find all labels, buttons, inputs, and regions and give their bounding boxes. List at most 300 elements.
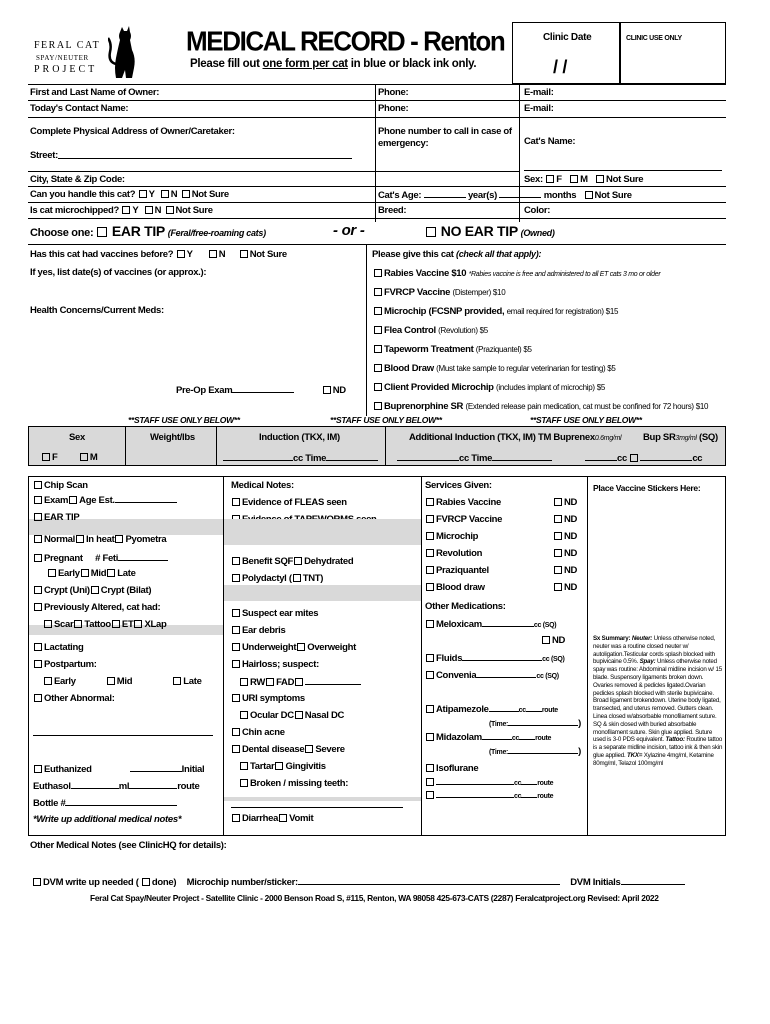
service-note: (includes implant of microchip) $5 [496, 383, 605, 392]
blank-line [462, 652, 542, 661]
exam-line [231, 642, 356, 653]
other-med-2-checkbox[interactable] [426, 791, 434, 799]
subtitle-pre: Please fill out [190, 58, 263, 70]
atipamezole-label: Atipamezole [436, 704, 489, 715]
other-med-1-cc: cc [514, 780, 522, 787]
given-nd-checkbox[interactable] [554, 515, 562, 523]
bup-sr-checkbox[interactable] [630, 454, 638, 462]
rw-checkbox[interactable] [240, 678, 248, 686]
breed-label: Breed: [378, 205, 407, 216]
bup-cc-label: cc [617, 453, 627, 464]
exam-line [553, 497, 577, 508]
buprenex-dose: 0.6mg/ml [594, 435, 622, 442]
service-checkbox[interactable] [374, 402, 382, 410]
bup-sr-row [643, 432, 718, 443]
given-label: Microchip [436, 531, 479, 542]
given-nd-checkbox[interactable] [554, 532, 562, 540]
fluids-checkbox[interactable] [426, 654, 434, 662]
meloxicam-label: Meloxicam [436, 619, 482, 630]
ml-label: ml [118, 781, 130, 792]
staff-f-checkbox[interactable] [42, 453, 50, 461]
years-label: year(s) [467, 190, 497, 201]
given-nd-checkbox[interactable] [554, 549, 562, 557]
exam-line [33, 602, 160, 613]
service-item[interactable] [373, 325, 488, 336]
clinic-date-box [512, 22, 620, 84]
preop-row [176, 384, 346, 396]
midazolam-time: (Time: [489, 749, 509, 756]
dvm-writeup-label: DVM write up needed ( [43, 877, 139, 888]
underweight-checkbox[interactable] [232, 643, 240, 651]
service-checkbox[interactable] [374, 307, 382, 315]
or-separator: - or - [333, 222, 365, 239]
service-item[interactable] [373, 401, 708, 412]
weight-label: Weight/lbs [150, 432, 195, 443]
exam-line [239, 778, 348, 789]
no-ear-tip-row [425, 223, 555, 239]
blank-line [436, 789, 514, 798]
dvm-done-checkbox[interactable] [142, 878, 150, 886]
exam-line [425, 565, 489, 576]
exam-line [33, 534, 166, 545]
blank-line [65, 797, 177, 806]
clinic-use-only-label: CLINIC USE ONLY [626, 35, 682, 42]
sx-summary [593, 635, 723, 768]
benefit-sqf-checkbox[interactable] [232, 557, 240, 565]
dental-checkbox[interactable] [232, 745, 240, 753]
given-label: FVRCP Vaccine [436, 514, 503, 525]
service-checkbox[interactable] [374, 326, 382, 334]
exam-line [231, 659, 319, 670]
induction-cc-time [223, 452, 378, 464]
nasal-dc-checkbox[interactable] [295, 711, 303, 719]
write-up-note: *Write up additional medical notes* [33, 814, 182, 825]
color-label: Color: [524, 205, 551, 216]
overweight-label: Overweight [307, 642, 356, 653]
exam-line [239, 710, 344, 721]
sx-bold-2: Tattoo: [665, 736, 685, 744]
handle-y-checkbox[interactable] [139, 190, 147, 198]
given-checkbox[interactable] [426, 549, 434, 557]
given-label: Revolution [436, 548, 483, 559]
service-checkbox[interactable] [374, 364, 382, 372]
subtitle-post: in blue or black ink only. [347, 58, 477, 70]
vomit-label: Vomit [289, 813, 314, 824]
ear-tip-note: (Feral/free-roaming cats) [167, 228, 266, 238]
service-item[interactable] [373, 268, 660, 279]
ocular-dc-checkbox[interactable] [240, 711, 248, 719]
service-name: Tapeworm Treatment [384, 344, 476, 355]
chip-y-checkbox[interactable] [122, 206, 130, 214]
sex-m-checkbox[interactable] [570, 175, 578, 183]
other-abnormal-checkbox[interactable] [34, 694, 42, 702]
meloxicam-nd-checkbox[interactable] [542, 636, 550, 644]
logo [30, 24, 140, 80]
given-nd-label: ND [564, 548, 578, 559]
service-checkbox[interactable] [374, 269, 382, 277]
cats-age-label: Cat's Age: [378, 190, 422, 201]
service-name: Microchip (FCSNP provided, [384, 306, 507, 317]
diarrhea-checkbox[interactable] [232, 814, 240, 822]
staff-label-2: **STAFF USE ONLY BELOW** [330, 415, 442, 425]
months-label: months [543, 190, 577, 201]
fluids-label: Fluids [436, 653, 463, 664]
atipamezole-route: route [541, 707, 558, 714]
age-row [378, 189, 632, 201]
services-given-label: Services Given: [425, 480, 492, 491]
blank-line [71, 780, 119, 789]
pp-mid-label: Mid [116, 676, 133, 687]
fleas-checkbox[interactable] [232, 498, 240, 506]
blank-line [305, 676, 361, 685]
exam-line [33, 494, 177, 506]
dvm-initials-label: DVM Initials [570, 877, 621, 888]
other-med-2-cc: cc [514, 793, 522, 800]
bup-cc [585, 452, 702, 464]
preop-nd-checkbox[interactable] [323, 386, 331, 394]
vaccine-dates-label: If yes, list date(s) of vaccines (or approx.): [30, 267, 207, 278]
logo-line2: SPAY/NEUTER [36, 54, 89, 62]
sx-bold-0: Neuter: [631, 635, 653, 642]
severe-checkbox[interactable] [305, 745, 313, 753]
meloxicam-nd-label: ND [552, 635, 566, 646]
chin-acne-checkbox[interactable] [232, 728, 240, 736]
service-checkbox[interactable] [374, 288, 382, 296]
in-heat-checkbox[interactable] [76, 535, 84, 543]
isoflurane-label: Isoflurane [436, 763, 479, 774]
initial-label: Initial [181, 764, 205, 775]
postpartum-checkbox[interactable] [34, 660, 42, 668]
phone2-label: Phone: [378, 103, 409, 114]
exam-line [33, 763, 204, 775]
chin-acne-label: Chin acne [242, 727, 285, 738]
vaccines-before-row [30, 249, 287, 260]
choose-row [30, 223, 266, 239]
other-abnormal-label: Other Abnormal: [44, 693, 115, 704]
atipamezole-cc: cc [518, 707, 526, 714]
chip-y-label: Y [132, 205, 139, 216]
exam-label: Exam [44, 495, 69, 506]
tartar-checkbox[interactable] [240, 762, 248, 770]
vaccines-before-label: Has this cat had vaccines before? [30, 249, 174, 260]
exam-line [231, 608, 318, 619]
given-checkbox[interactable] [426, 515, 434, 523]
blank-line [489, 703, 519, 712]
broken-teeth-checkbox[interactable] [240, 779, 248, 787]
meloxicam-cc: cc (SQ) [533, 622, 557, 629]
emergency-label: Phone number to call in case of emergency: [378, 126, 512, 149]
tnt-checkbox[interactable] [293, 574, 301, 582]
exam-line [425, 703, 558, 715]
given-nd-label: ND [564, 531, 578, 542]
previously-altered-label: Previously Altered, cat had: [44, 602, 161, 613]
address-label: Complete Physical Address of Owner/Caretaker: [30, 126, 235, 137]
late-checkbox[interactable] [107, 569, 115, 577]
et-checkbox[interactable] [112, 620, 120, 628]
exam-line [33, 585, 151, 596]
date-slashes: / / [553, 57, 568, 77]
polydactyl-checkbox[interactable] [232, 574, 240, 582]
blank-line [521, 776, 537, 785]
given-label: Rabies Vaccine [436, 497, 501, 508]
service-checkbox[interactable] [374, 383, 382, 391]
normal-label: Normal [44, 534, 75, 545]
crypt-uni-checkbox[interactable] [34, 586, 42, 594]
euthanized-checkbox[interactable] [34, 765, 42, 773]
paren: ( [286, 573, 292, 584]
vacc-not-sure-label: Not Sure [249, 249, 287, 260]
service-checkbox[interactable] [374, 345, 382, 353]
chip-scan-checkbox[interactable] [34, 481, 42, 489]
service-item[interactable] [373, 363, 616, 374]
additional-induction-label: Additional Induction (TKX, IM) TM [409, 432, 552, 443]
underweight-label: Underweight [242, 642, 297, 653]
pyometra-label: Pyometra [125, 534, 167, 545]
pp-late-label: Late [183, 676, 202, 687]
hairloss-checkbox[interactable] [232, 660, 240, 668]
subtitle [190, 58, 476, 70]
page-title: MEDICAL RECORD - Renton [186, 25, 505, 57]
xlap-checkbox[interactable] [134, 620, 142, 628]
dehydrated-checkbox[interactable] [294, 557, 302, 565]
ear-debris-label: Ear debris [242, 625, 286, 636]
paren: ) [578, 718, 581, 729]
street-label: Street: [30, 150, 58, 161]
microchip-row [30, 205, 213, 216]
vacc-y-checkbox[interactable] [177, 250, 185, 258]
sx-bold-3: TKX= [627, 751, 643, 759]
blank-line [508, 745, 578, 754]
services-header-label: Please give this cat [372, 249, 454, 260]
exam-line [553, 531, 577, 542]
logo-line3: PROJECT [34, 64, 98, 75]
chip-n-checkbox[interactable] [145, 206, 153, 214]
handle-not-sure-label: Not Sure [191, 189, 229, 200]
exam-line [425, 480, 492, 491]
fad-label: FAD [276, 677, 295, 688]
chip-n-label: N [154, 205, 162, 216]
age-not-sure-checkbox[interactable] [585, 191, 593, 199]
tnt-label: TNT) [302, 573, 324, 584]
ear-mites-checkbox[interactable] [232, 609, 240, 617]
service-name: Client Provided Microchip [384, 382, 497, 393]
exam-line [239, 761, 326, 772]
exam-line [425, 776, 553, 788]
convenia-checkbox[interactable] [426, 671, 434, 679]
handle-n-checkbox[interactable] [161, 190, 169, 198]
pregnant-label: Pregnant [44, 553, 83, 564]
sex-m-label: M [580, 174, 588, 185]
sex-f-checkbox[interactable] [546, 175, 554, 183]
diarrhea-label: Diarrhea [242, 813, 279, 824]
handle-row [30, 189, 229, 200]
exam-line [425, 582, 485, 593]
fad-checkbox[interactable] [266, 678, 274, 686]
bup-sr-dose: 3mg/ml [675, 435, 697, 442]
service-item[interactable] [373, 306, 618, 317]
handle-n-label: N [170, 189, 178, 200]
service-note: (Revolution) $5 [438, 326, 488, 335]
service-item[interactable] [373, 287, 505, 298]
vacc-n-label: N [218, 249, 226, 260]
given-checkbox[interactable] [426, 583, 434, 591]
exam-line [553, 514, 577, 525]
sx-text-2: Routine tattoo is a separate midline incision, tattoo ink & then skin glue applied. [593, 736, 723, 759]
staff-label-3: **STAFF USE ONLY BELOW** [530, 415, 642, 425]
mid-checkbox[interactable] [81, 569, 89, 577]
exam-line [231, 573, 323, 584]
other-med-2-route: route [537, 793, 554, 800]
pp-late-checkbox[interactable] [173, 677, 181, 685]
blank-line [33, 735, 213, 736]
overweight-checkbox[interactable] [297, 643, 305, 651]
service-item[interactable] [373, 344, 532, 355]
pyometra-checkbox[interactable] [115, 535, 123, 543]
chip-not-sure-label: Not Sure [175, 205, 213, 216]
exam-line [553, 582, 577, 593]
scar-label: Scar [54, 619, 74, 630]
normal-checkbox[interactable] [34, 535, 42, 543]
dvm-writeup-checkbox[interactable] [33, 878, 41, 886]
meloxicam-checkbox[interactable] [426, 620, 434, 628]
et-label: ET [121, 619, 134, 630]
tattoo-checkbox[interactable] [74, 620, 82, 628]
route-label: route [177, 781, 200, 792]
staff-sex-options [41, 452, 97, 463]
exam-line [239, 676, 361, 688]
euthanized-label: Euthanized [44, 764, 92, 775]
ear-tip-exam-label: EAR TIP [44, 512, 80, 523]
sx-summary-label: Sx Summary: [593, 635, 632, 642]
service-note: email required for registration) $15 [506, 307, 619, 316]
no-ear-tip-checkbox[interactable] [426, 227, 436, 237]
late-label: Late [117, 568, 136, 579]
given-nd-checkbox[interactable] [554, 566, 562, 574]
exam-line [43, 676, 202, 687]
pp-early-label: Early [54, 676, 76, 687]
other-med-1-checkbox[interactable] [426, 778, 434, 786]
bupsr-cc-label: cc [692, 453, 703, 464]
phone1-label: Phone: [378, 87, 409, 98]
exam-grid [28, 476, 726, 836]
age-est-checkbox[interactable] [69, 496, 77, 504]
medical-notes-label: Medical Notes: [231, 480, 294, 491]
sex-not-sure-checkbox[interactable] [596, 175, 604, 183]
given-checkbox[interactable] [426, 566, 434, 574]
sex-label: Sex: [524, 174, 543, 185]
exam-line [33, 659, 97, 670]
other-medications-label: Other Medications: [425, 601, 506, 612]
isoflurane-checkbox[interactable] [426, 764, 434, 772]
chip-not-sure-checkbox[interactable] [166, 206, 174, 214]
lactating-checkbox[interactable] [34, 643, 42, 651]
ear-debris-checkbox[interactable] [232, 626, 240, 634]
atipamezole-checkbox[interactable] [426, 705, 434, 713]
postpartum-label: Postpartum: [44, 659, 97, 670]
uri-label: URI symptoms [242, 693, 305, 704]
uri-checkbox[interactable] [232, 694, 240, 702]
given-nd-label: ND [564, 497, 578, 508]
pp-mid-checkbox[interactable] [107, 677, 115, 685]
ear-tip-checkbox[interactable] [97, 227, 107, 237]
vacc-not-sure-checkbox[interactable] [240, 250, 248, 258]
exam-line [33, 480, 88, 491]
service-note: *Rabies vaccine is free and administered to all ET cats 3 mo or older [468, 271, 661, 278]
exam-line [541, 635, 565, 646]
exam-line [231, 497, 347, 508]
sex-row [524, 174, 643, 185]
fleas-label: Evidence of FLEAS seen [242, 497, 347, 508]
pregnant-checkbox[interactable] [34, 554, 42, 562]
benefit-sqf-label: Benefit SQF [242, 556, 294, 567]
lactating-label: Lactating [44, 642, 84, 653]
crypt-bilat-label: Crypt (Bilat) [100, 585, 152, 596]
exam-line [425, 548, 482, 559]
midazolam-route: route [535, 735, 552, 742]
other-notes-label: Other Medical Notes (see ClinicHQ for details): [30, 840, 227, 851]
given-label: Blood draw [436, 582, 485, 593]
bup-sr-label: Bup SR [643, 432, 676, 443]
scar-checkbox[interactable] [44, 620, 52, 628]
staff-label-1: **STAFF USE ONLY BELOW** [128, 415, 240, 425]
exam-checkbox[interactable] [34, 496, 42, 504]
gingivitis-checkbox[interactable] [275, 762, 283, 770]
sx-bold-1: Spay: [639, 658, 656, 666]
blank-line [519, 731, 535, 740]
service-item[interactable] [373, 382, 605, 393]
given-checkbox[interactable] [426, 532, 434, 540]
exam-line [231, 744, 345, 755]
logo-line1: FERAL CAT [34, 40, 101, 51]
staff-m-checkbox[interactable] [80, 453, 88, 461]
xlap-label: XLap [144, 619, 167, 630]
email1-label: E-mail: [524, 87, 554, 98]
midazolam-checkbox[interactable] [426, 733, 434, 741]
ear-tip-exam-checkbox[interactable] [34, 513, 42, 521]
tattoo-label: Tattoo [84, 619, 111, 630]
microchip-sticker-label: Microchip number/sticker: [186, 877, 298, 888]
vomit-checkbox[interactable] [279, 814, 287, 822]
exam-line [33, 642, 84, 653]
exam-line [33, 512, 79, 523]
exam-line [231, 727, 285, 738]
vacc-n-checkbox[interactable] [209, 250, 217, 258]
blank-line [482, 618, 534, 627]
stickers-label: Place Vaccine Stickers Here: [593, 483, 701, 493]
atipamezole-time: (Time: [489, 721, 509, 728]
previously-altered-checkbox[interactable] [34, 603, 42, 611]
exam-line [33, 780, 199, 792]
ocular-dc-label: Ocular DC [250, 710, 294, 721]
chip-scan-label: Chip Scan [44, 480, 88, 491]
service-note: (Distemper) $10 [452, 288, 506, 297]
sx-text-3: Xylazine 4mg/ml, Ketamine 80mg/ml, Telazol 100mg/ml [593, 751, 714, 767]
preop-nd-label: ND [332, 385, 346, 396]
hairloss-other-checkbox[interactable] [295, 678, 303, 686]
induction-label: Induction (TKX, IM) [259, 432, 340, 443]
exam-line [553, 565, 577, 576]
crypt-bilat-checkbox[interactable] [91, 586, 99, 594]
exam-line [33, 552, 168, 564]
given-checkbox[interactable] [426, 498, 434, 506]
handle-not-sure-checkbox[interactable] [182, 190, 190, 198]
given-nd-checkbox[interactable] [554, 583, 562, 591]
pp-early-checkbox[interactable] [44, 677, 52, 685]
early-checkbox[interactable] [48, 569, 56, 577]
clinic-use-only-box [620, 22, 726, 84]
given-nd-checkbox[interactable] [554, 498, 562, 506]
given-label: Praziquantel [436, 565, 489, 576]
